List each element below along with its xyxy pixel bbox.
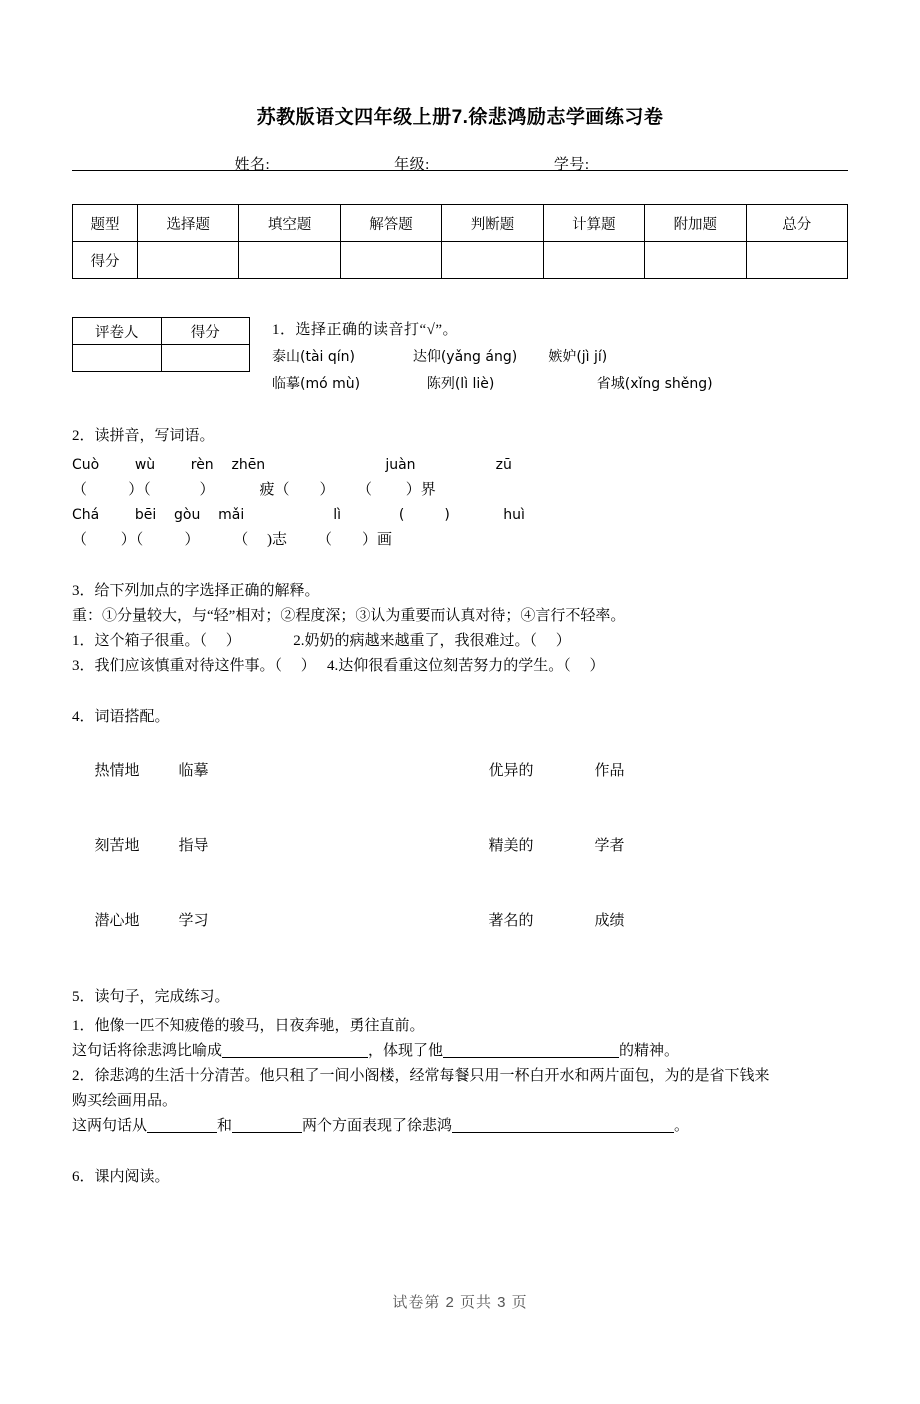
- q4-right2-2[interactable]: 学者: [594, 838, 625, 854]
- q5-fill-1-c: 的精神。: [619, 1043, 680, 1059]
- header-divider: [72, 170, 848, 171]
- exam-page: [0, 102, 920, 1404]
- score-cell-6[interactable]: [746, 242, 847, 279]
- q5-blank-5[interactable]: [452, 1132, 674, 1133]
- score-table-col-5: 附加题: [645, 205, 746, 242]
- q4-left-1[interactable]: 热情地: [94, 763, 140, 779]
- q5-fill-2-b: 和: [217, 1118, 233, 1134]
- question-3: [72, 579, 848, 679]
- question-3-title: 3．给下列加点的字选择正确的解释。: [72, 583, 320, 599]
- question-1: [272, 317, 848, 398]
- score-table-col-4: 计算题: [543, 205, 644, 242]
- name-label: 姓名:: [234, 157, 271, 173]
- question-2-answer-2[interactable]: （ ）（ ） （ )志 （ ）画: [72, 532, 392, 548]
- q5-fill-2-a: 这两句话从: [72, 1118, 148, 1134]
- score-cell-4[interactable]: [543, 242, 644, 279]
- q5-blank-3[interactable]: [147, 1132, 217, 1133]
- question-4-title: 4．词语搭配。: [72, 709, 170, 725]
- score-table-row-label-score: 得分: [73, 242, 138, 279]
- q5-blank-2[interactable]: [443, 1057, 619, 1058]
- score-summary-table: [72, 204, 848, 279]
- question-3-note: 重：①分量较大，与“轻”相对；②程度深；③认为重要而认真对待；④言行不轻率。: [72, 608, 626, 624]
- q4-mid-1[interactable]: 临摹: [178, 763, 209, 779]
- question-5-title: 5．读句子，完成练习。: [72, 989, 230, 1005]
- marker-and-question1: [72, 317, 848, 398]
- question-4-row-1: [72, 734, 848, 809]
- q5-fill-1-b: ，体现了他: [368, 1043, 444, 1059]
- number-label: 学号:: [553, 157, 590, 173]
- page-footer: 试卷第 2 页共 3 页: [392, 1294, 528, 1311]
- question-5: [72, 985, 848, 1139]
- question-6: [72, 1165, 848, 1190]
- score-cell-0[interactable]: [138, 242, 239, 279]
- q4-right2-3[interactable]: 成绩: [594, 913, 625, 929]
- score-table-col-1: 填空题: [239, 205, 340, 242]
- score-cell-1[interactable]: [239, 242, 340, 279]
- question-5-fill-1: [72, 1039, 848, 1064]
- score-table-col-2: 解答题: [340, 205, 441, 242]
- q5-blank-1[interactable]: [222, 1057, 368, 1058]
- q5-fill-1-a: 这句话将徐悲鸿比喻成: [72, 1043, 223, 1059]
- q4-right1-1[interactable]: 优异的: [488, 763, 534, 779]
- question-2-answer-1[interactable]: （ ）（ ） 疲（ ） （ ）界: [72, 482, 436, 498]
- q4-mid-3[interactable]: 学习: [178, 913, 209, 929]
- score-cell-3[interactable]: [442, 242, 543, 279]
- question-3-line-2[interactable]: 3．我们应该慎重对待这件事。（ ） 4.达仰很看重这位刻苦努力的学生。（ ）: [72, 658, 605, 674]
- score-table-row-label-type: 题型: [73, 205, 138, 242]
- table-row: [73, 318, 250, 345]
- page-title: 苏教版语文四年级上册7.徐悲鸿励志学画练习卷: [256, 107, 664, 128]
- question-5-sentence-2: 2．徐悲鸿的生活十分清苦。他只租了一间小阁楼，经常每餐只用一杯白开水和两片面包，为的是省下钱来: [72, 1068, 770, 1084]
- score-table-col-6: 总分: [746, 205, 847, 242]
- question-2: [72, 424, 848, 553]
- q5-fill-2-d: 。: [674, 1118, 690, 1134]
- marker-header-score: 得分: [161, 318, 250, 345]
- q4-left-2[interactable]: 刻苦地: [94, 838, 140, 854]
- question-2-pinyin-1: Cuò wù rèn zhēn juàn zū: [72, 457, 512, 473]
- question-4: [72, 705, 848, 959]
- marker-cell-score[interactable]: [161, 345, 250, 372]
- question-1-line-2: 临摹(mó mù) 陈列(lì liè) 省城(xǐng shěng): [272, 376, 713, 392]
- question-1-title: 1．选择正确的读音打“√”。: [272, 322, 459, 338]
- question-5-sentence-2b: 购买绘画用品。: [72, 1093, 178, 1109]
- question-4-row-3: [72, 884, 848, 959]
- marker-cell-person[interactable]: [73, 345, 162, 372]
- table-row: [73, 205, 848, 242]
- score-table-col-0: 选择题: [138, 205, 239, 242]
- question-4-row-2: [72, 809, 848, 884]
- question-2-pinyin-2: Chá bēi gòu mǎi lì ( ) huì: [72, 507, 525, 523]
- grade-label: 年级:: [394, 157, 430, 173]
- table-row: [73, 345, 250, 372]
- q5-blank-4[interactable]: [232, 1132, 302, 1133]
- score-cell-2[interactable]: [340, 242, 441, 279]
- question-3-line-1[interactable]: 1．这个箱子很重。（ ） 2.奶奶的病越来越重了，我很难过。（ ）: [72, 633, 571, 649]
- score-cell-5[interactable]: [645, 242, 746, 279]
- q4-right1-3[interactable]: 著名的: [488, 913, 534, 929]
- question-5-fill-2: [72, 1114, 848, 1139]
- table-row: [73, 242, 848, 279]
- question-5-sentence-1: 1．他像一匹不知疲倦的骏马，日夜奔驰，勇往直前。: [72, 1018, 425, 1034]
- question-1-line-1: 泰山(tài qín) 达仰(yǎng áng) 嫉妒(jì jí): [272, 349, 608, 365]
- q4-left-3[interactable]: 潜心地: [94, 913, 140, 929]
- q4-right1-2[interactable]: 精美的: [488, 838, 534, 854]
- question-2-title: 2．读拼音，写词语。: [72, 428, 215, 444]
- marker-header-person: 评卷人: [73, 318, 162, 345]
- q4-mid-2[interactable]: 指导: [178, 838, 209, 854]
- q5-fill-2-c: 两个方面表现了徐悲鸿: [302, 1118, 453, 1134]
- score-table-col-3: 判断题: [442, 205, 543, 242]
- q4-right2-1[interactable]: 作品: [594, 763, 625, 779]
- question-6-title: 6．课内阅读。: [72, 1169, 170, 1185]
- marker-score-table: [72, 317, 250, 372]
